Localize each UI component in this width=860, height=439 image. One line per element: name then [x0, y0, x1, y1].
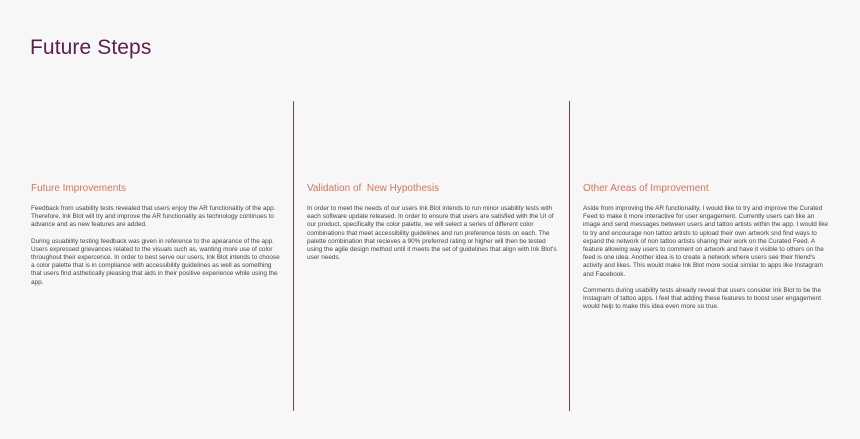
column-paragraph: In order to meet the needs of our users Ink Blot intends to run minor usability tests with each software update released. In order to ensure that users are satisfied with the UI of our product, specifically the color palette, we will select a series of different color combinations that meet accessibility guidelines and run preference tests on each. The palette combination that recieves a 90% preferred rating or higher will then be tested using the agile design method until it meets the set of guidelines that align with Ink Blot's user needs.	[307, 205, 557, 262]
column-paragraph: During usuability testing feedback was given in reference to the apearance of the app. Users expressed grievances related to the visuals such as, wanting more use of color throughout their expercence. In order to best serve our users, Ink Blot intends to choose a color palette that is in compliance with accessibility guidelines as well as something that users find asthetically pleasing that aids in their positive experience while using the app.	[31, 237, 280, 286]
column-paragraph: Comments during usability tests already reveal that users consider Ink Blot to be the Instagram of tattoo apps. I feel that adding these features to boost user engagement would help to make this idea even more so true.	[583, 286, 822, 311]
column-other-areas	[583, 183, 833, 319]
column-validation-hypothesis	[307, 183, 557, 270]
column-divider	[293, 101, 294, 411]
column-divider	[569, 101, 570, 411]
column-paragraph: Aside from improving the AR functionality, I would like to try and improve the Curated Feed to make it more interactive for user engagement. Currently users can like an image and send messages between users and tattoo artists within the app. I would like to try and encourage non tattoo artists to upload their own artwork snd find ways to expand the network of non tattoo artists sharing their work on the Curated Feed. A feature allowing way users to comment on artwork and have it visible to others on the feed is one idea. Another idea is to create a network where users see their friend's activity and likes. This would make Ink Blot more social similar to apps like Instagram and Facebook.	[583, 205, 829, 278]
page-title: Future Steps	[30, 36, 152, 59]
column-heading: Other Areas of Improvement	[583, 183, 709, 194]
column-heading: Validation of New Hypothesis	[307, 183, 440, 194]
column-paragraph: Feedback from usability tests revealed that users enjoy the AR functionality of the app. Therefore, Ink Blot will try and improve the AR functionality as technology continues to advance and as new features are added.	[31, 205, 276, 229]
column-future-improvements	[31, 183, 283, 295]
column-heading: Future Improvements	[31, 183, 127, 194]
